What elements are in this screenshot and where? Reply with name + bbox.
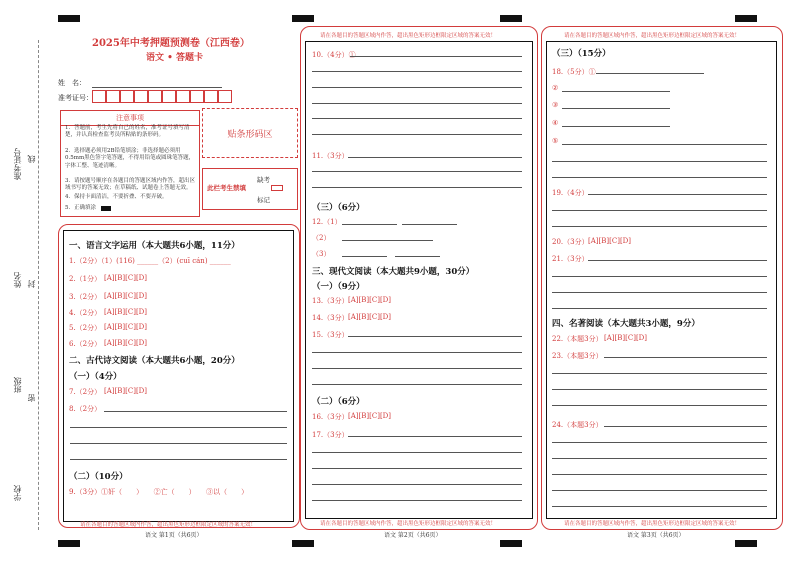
- answer-line[interactable]: [588, 194, 767, 195]
- question-22: 22.（本题3分）: [552, 335, 603, 343]
- answer-line[interactable]: [70, 443, 287, 444]
- question-12-2: （2）: [312, 234, 331, 242]
- subsection-title: （一）（9分）: [312, 282, 365, 292]
- answer-line[interactable]: [552, 490, 767, 491]
- notice-title: 注意事项: [61, 113, 199, 126]
- section-title: 四、名著阅读（本大题共3小题，9分）: [552, 319, 700, 329]
- binding-line: [38, 40, 39, 530]
- question-12-3: （3）: [312, 250, 331, 258]
- warning-text: 请在各题目的答题区域内作答，超出黑色矩形边框限定区域的答案无效！: [320, 521, 497, 527]
- notice-item: 2．选择题必须用2B铅笔填涂；非选择题必须用0.5mm黑色签字笔答题，不得用铅笔或圆珠笔答题，字体工整、笔迹清晰。: [65, 148, 195, 169]
- item-3: ③: [552, 101, 559, 109]
- item-2: ②: [552, 84, 559, 92]
- warning-text: 请在各题目的答题区域内作答，超出黑色矩形边框限定区域的答案无效！: [320, 33, 497, 39]
- answer-line[interactable]: [312, 71, 522, 72]
- notice-box: [60, 110, 200, 217]
- answer-line[interactable]: [552, 405, 767, 406]
- answer-line[interactable]: [552, 161, 767, 162]
- answer-line[interactable]: [312, 171, 522, 172]
- answer-line[interactable]: [562, 144, 767, 145]
- answer-line[interactable]: [312, 384, 522, 385]
- answer-line[interactable]: [562, 91, 670, 92]
- question-20: 20.（3分）: [552, 238, 589, 246]
- id-label: 准考证号：: [58, 94, 93, 102]
- absent-checkbox[interactable]: [271, 185, 283, 191]
- alignment-mark: [500, 15, 522, 22]
- answer-line[interactable]: [552, 292, 767, 293]
- question-3: 3.（2分）: [69, 293, 102, 301]
- answer-line[interactable]: [312, 352, 522, 353]
- warning-text: 请在各题目的答题区域内作答，超出黑色矩形边框限定区域的答案无效！: [564, 33, 741, 39]
- question-6: 6.（2分）: [69, 340, 102, 348]
- answer-line[interactable]: [552, 226, 767, 227]
- alignment-mark: [735, 540, 757, 547]
- question-7: 7.（2分）: [69, 388, 102, 396]
- answer-line[interactable]: [402, 224, 457, 225]
- choice-options[interactable]: [A][B][C][D]: [104, 274, 148, 282]
- answer-line[interactable]: [312, 500, 522, 501]
- binding-banji: 班级: [13, 377, 22, 393]
- binding-xian: 线: [27, 155, 36, 163]
- name-field[interactable]: [92, 87, 222, 88]
- binding-xuexiao: 学校: [13, 485, 22, 501]
- notice-item: 4．保持卡面清洁，不要折叠、不要弄破。: [65, 194, 168, 200]
- answer-line[interactable]: [552, 389, 767, 390]
- subsection-title: （二）（6分）: [312, 397, 365, 407]
- answer-line[interactable]: [562, 126, 670, 127]
- page-title: 2025年中考押题预测卷（江西卷）: [92, 38, 250, 49]
- notice-item: 3．请按题号顺序在各题目的答题区域内作答，超出区域书写的答案无效；在草稿纸、试题卷上答题无效。: [65, 178, 196, 192]
- warning-text: 请在各题目的答题区域内作答，超出黑色矩形边框限定区域的答案无效！: [80, 522, 257, 528]
- binding-xingming: 姓名: [13, 272, 22, 288]
- answer-line[interactable]: [552, 373, 767, 374]
- fill-example-mark: [101, 206, 111, 211]
- answer-line[interactable]: [552, 458, 767, 459]
- choice-options[interactable]: [A][B][C][D]: [104, 323, 148, 331]
- choice-options[interactable]: [A][B][C][D]: [348, 313, 392, 321]
- answer-line[interactable]: [552, 506, 767, 507]
- page-footer: 语文 第3页（共6页）: [627, 532, 685, 539]
- answer-line[interactable]: [312, 134, 522, 135]
- question-2: 2.（1分）: [69, 275, 102, 283]
- answer-box-3: [546, 41, 777, 519]
- answer-line[interactable]: [104, 411, 287, 412]
- question-23: 23.（本题3分）: [552, 352, 603, 360]
- choice-options[interactable]: [A][B][C][D]: [348, 412, 392, 420]
- binding-mi: 密: [27, 394, 36, 402]
- answer-line[interactable]: [552, 177, 767, 178]
- answer-line[interactable]: [596, 73, 704, 74]
- answer-line[interactable]: [348, 336, 522, 337]
- question-10: 10.（4分）①: [312, 51, 356, 59]
- answer-line[interactable]: [312, 103, 522, 104]
- answer-line[interactable]: [348, 436, 522, 437]
- choice-options[interactable]: [A][B][C][D]: [104, 387, 148, 395]
- question-24: 24.（本题3分）: [552, 421, 603, 429]
- page-footer: 语文 第1页（共6页）: [145, 532, 203, 539]
- warning-text: 请在各题目的答题区域内作答，超出黑色矩形边框限定区域的答案无效！: [564, 521, 741, 527]
- question-9[interactable]: 9.（3分）①奸（ ） ②亡（ ） ③以（ ）: [69, 488, 249, 496]
- answer-line[interactable]: [552, 276, 767, 277]
- item-5: ⑤: [552, 137, 559, 145]
- absent-box: [202, 168, 298, 210]
- question-13: 13.（3分）: [312, 297, 349, 305]
- name-label: 姓 名：: [58, 79, 86, 87]
- answer-line[interactable]: [588, 260, 767, 261]
- section-title: 一、语言文字运用（本大题共6小题，11分）: [69, 241, 240, 251]
- answer-line[interactable]: [388, 240, 433, 241]
- answer-line[interactable]: [348, 157, 522, 158]
- answer-line[interactable]: [552, 442, 767, 443]
- page-footer: 语文 第2页（共6页）: [384, 532, 442, 539]
- answer-line[interactable]: [342, 224, 397, 225]
- alignment-mark: [292, 15, 314, 22]
- choice-options[interactable]: [A][B][C][D]: [104, 292, 148, 300]
- choice-options[interactable]: [A][B][C][D]: [348, 296, 392, 304]
- choice-options[interactable]: [A][B][C][D]: [604, 334, 648, 342]
- answer-line[interactable]: [70, 427, 287, 428]
- alignment-mark: [735, 15, 757, 22]
- section-title: 三、现代文阅读（本大题共9小题，30分）: [312, 267, 475, 277]
- absent-text-top: 缺考: [257, 176, 270, 184]
- question-4: 4.（2分）: [69, 309, 102, 317]
- answer-line[interactable]: [552, 308, 767, 309]
- answer-line[interactable]: [350, 56, 522, 57]
- answer-line[interactable]: [604, 357, 767, 358]
- subsection-title: （三）（15分）: [552, 49, 611, 59]
- answer-line[interactable]: [312, 87, 522, 88]
- question-21: 21.（3分）: [552, 255, 589, 263]
- question-16: 16.（3分）: [312, 413, 349, 421]
- answer-line[interactable]: [70, 459, 287, 460]
- page-subtitle: 语文 • 答题卡: [146, 53, 204, 63]
- fill-example-label: 5．正确填涂: [65, 205, 96, 211]
- binding-zhunkao: 准考证号: [13, 148, 22, 180]
- answer-line[interactable]: [552, 474, 767, 475]
- choice-options[interactable]: [A][B][C][D]: [104, 339, 148, 347]
- question-8: 8.（2分）: [69, 405, 102, 413]
- answer-line[interactable]: [312, 468, 522, 469]
- answer-line[interactable]: [395, 256, 440, 257]
- question-19: 19.（4分）: [552, 189, 589, 197]
- answer-line[interactable]: [342, 256, 387, 257]
- answer-line[interactable]: [604, 426, 767, 427]
- choice-options[interactable]: [A][B][C][D]: [104, 308, 148, 316]
- subsection-title: （二）（10分）: [69, 472, 128, 482]
- question-17: 17.（3分）: [312, 431, 349, 439]
- binding-feng: 封: [27, 280, 36, 288]
- question-18: 18.（5分）①: [552, 68, 596, 76]
- subsection-title: （一）（4分）: [69, 372, 122, 382]
- barcode-label: 贴条形码区: [227, 130, 273, 140]
- answer-line[interactable]: [552, 210, 767, 211]
- alignment-mark: [58, 15, 80, 22]
- question-11: 11.（3分）: [312, 152, 349, 160]
- question-15: 15.（3分）: [312, 331, 349, 339]
- question-1[interactable]: 1.（2分）（1）(116) ______（2）(cuī cán) ______: [69, 257, 231, 265]
- answer-line[interactable]: [312, 187, 522, 188]
- alignment-mark: [58, 540, 80, 547]
- question-12-1: 12.（1）: [312, 218, 342, 226]
- question-5: 5.（2分）: [69, 324, 102, 332]
- answer-line[interactable]: [312, 484, 522, 485]
- absent-label: 此栏考生禁填: [207, 184, 246, 192]
- answer-line[interactable]: [312, 118, 522, 119]
- notice-item: 1．答题前，考生先将自己的姓名，准考证号填写清楚，并认真检查监考员所粘贴的条形码。: [65, 125, 190, 139]
- answer-line[interactable]: [562, 108, 670, 109]
- subsection-title: （三）（6分）: [312, 203, 365, 213]
- question-14: 14.（3分）: [312, 314, 349, 322]
- answer-line[interactable]: [312, 368, 522, 369]
- barcode-area: [202, 108, 298, 158]
- item-4: ④: [552, 119, 559, 127]
- absent-text-bottom: 标记: [257, 196, 270, 204]
- section-title: 二、古代诗文阅读（本大题共6小题，20分）: [69, 356, 240, 366]
- alignment-mark: [500, 540, 522, 547]
- alignment-mark: [292, 540, 314, 547]
- choice-options[interactable]: [A][B][C][D]: [588, 237, 632, 245]
- answer-line[interactable]: [312, 452, 522, 453]
